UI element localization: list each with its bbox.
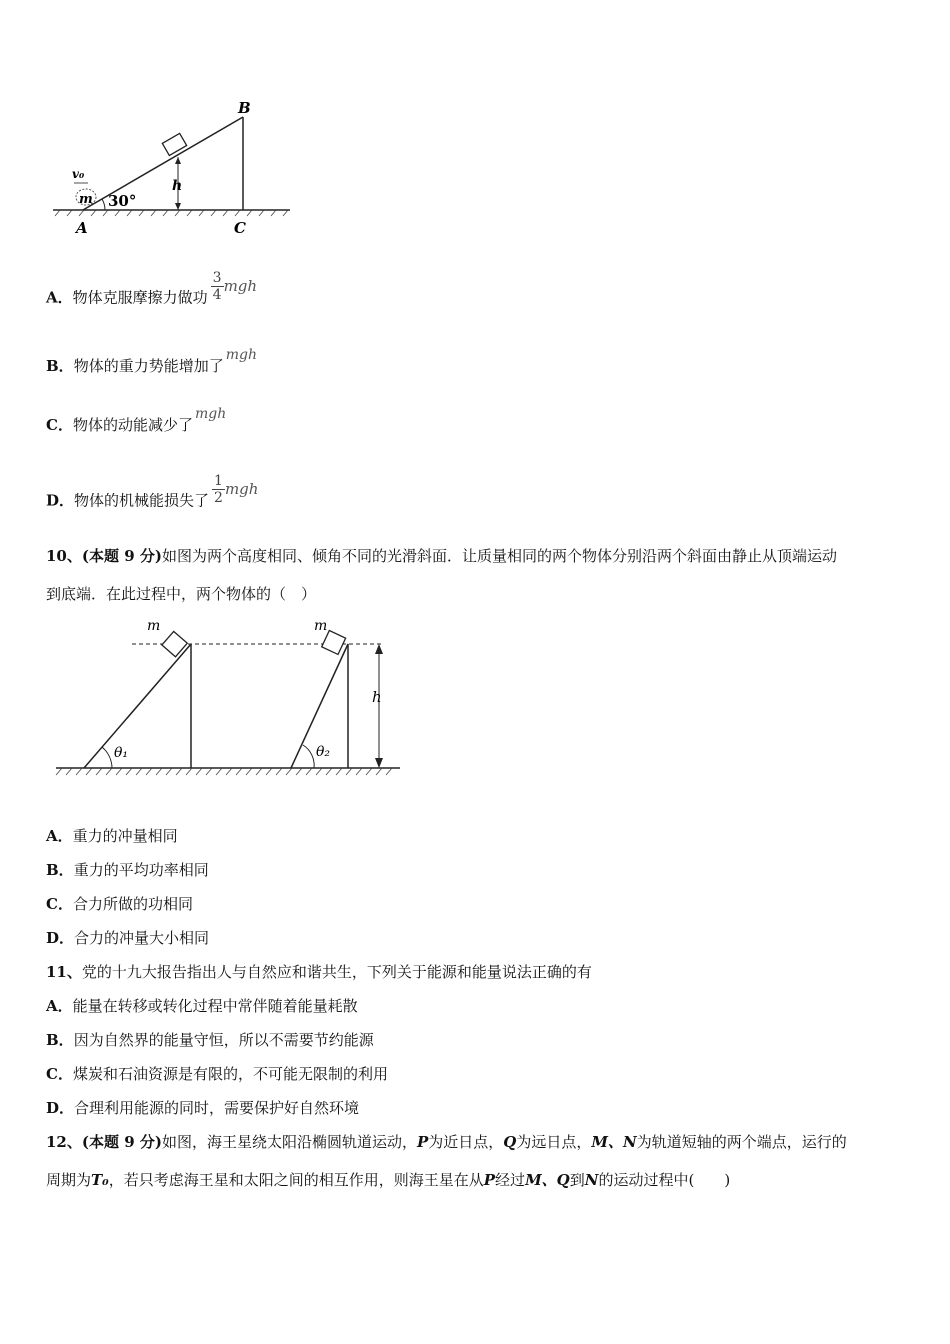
option-letter: D． [46,1099,75,1117]
option-text: 物体的动能减少了 [72,416,193,434]
q11-option-d [46,1098,359,1118]
option-text: 物体的机械能损失了 [74,491,210,510]
question-text: 如图，海王星绕太阳沿椭圆轨道运动， [161,1133,417,1151]
q10-option-b [46,860,209,880]
var-q: Q [503,1133,517,1151]
q10-stem-line1 [46,546,837,566]
label-theta1: θ₁ [114,745,129,761]
option-text: 合理利用能源的同时，需要保护好自然环境 [74,1099,360,1117]
question-text: 到底端．在此过程中，两个物体的（ ） [46,585,317,603]
option-text: 合力所做的功相同 [72,895,193,913]
incline-surface [83,117,243,210]
q12-stem-line2 [46,1170,730,1190]
q9-option-d [46,473,259,518]
q10-option-a [46,826,178,846]
label-h: h [372,688,382,706]
option-text: 物体克服摩擦力做功 [72,288,208,307]
angle-arc-1 [102,747,112,768]
label-A: A [76,219,88,237]
angle-arc [102,199,105,210]
var-mn: M、N [591,1133,637,1151]
fraction-numerator: 3 [212,270,222,286]
expr-mgh: mgh [224,479,259,498]
option-letter: C． [46,1065,73,1083]
question-text: 如图为两个高度相同、倾角不同的光滑斜面．让质量相同的两个物体分别沿两个斜面由静止从顶端运动 [161,547,837,565]
two-inclines-figure [52,614,404,784]
block-2 [322,631,346,655]
option-text: 重力的平均功率相同 [73,861,209,879]
label-m: m [79,192,93,207]
expr-mgh: mgh [194,406,227,422]
question-number: 12、(本题 9 分) [46,1133,162,1151]
question-text: 党的十九大报告指出人与自然应和谐共生，下列关于能源和能量说法正确的有 [81,963,592,981]
question-text: 的运动过程中( ) [598,1171,731,1189]
var-mq: M、Q [525,1171,570,1189]
label-angle: 30° [108,192,137,210]
question-text: 经过 [495,1171,526,1189]
option-letter: C． [46,895,73,913]
q10-stem-line2 [46,584,316,604]
h-arrow-up [175,157,181,164]
label-theta2: θ₂ [316,744,331,760]
option-letter: B． [46,1031,74,1049]
label-B: B [238,99,251,117]
option-letter: A． [46,827,73,845]
option-letter: B． [46,861,74,879]
label-m2: m [314,618,328,634]
q11-option-c [46,1064,388,1084]
option-text: 煤炭和石油资源是有限的，不可能无限制的利用 [72,1065,388,1083]
angle-arc-2 [303,745,314,768]
q9-option-c [46,406,227,436]
fraction-denominator: 2 [214,490,223,506]
fraction-denominator: 4 [212,287,222,303]
var-p: P [483,1171,496,1189]
q10-option-c [46,894,193,914]
q9-option-b [46,347,257,377]
option-letter: A． [46,288,73,307]
option-letter: C． [46,416,73,434]
question-text: 到 [569,1171,585,1189]
question-text: 为远日点， [516,1133,592,1151]
question-number: 11、 [46,963,82,981]
option-text: 物体的重力势能增加了 [73,357,224,375]
label-C: C [234,219,246,237]
question-text: ，若只考虑海王星和太阳之间的相互作用，则海王星在从 [108,1171,484,1189]
var-n: N [584,1171,599,1189]
q10-option-d [46,928,209,948]
question-number: 10、(本题 9 分) [46,547,162,565]
label-m1: m [147,618,161,634]
var-t0: T₀ [91,1171,109,1189]
question-text: 为轨道短轴的两个端点，运行的 [636,1133,847,1151]
q11-option-b [46,1030,374,1050]
option-text: 能量在转移或转化过程中常伴随着能量耗散 [72,997,358,1015]
q11-option-a [46,996,358,1016]
option-letter: D． [46,491,75,510]
question-text: 周期为 [46,1171,92,1189]
var-p: P [416,1133,429,1151]
h-arrow-down [375,758,383,768]
expr-mgh: mgh [225,347,257,363]
option-text: 合力的冲量大小相同 [74,929,210,947]
ground-hatch [56,768,392,775]
q11-stem [46,962,592,982]
option-text: 因为自然界的能量守恒，所以不需要节约能源 [73,1031,374,1049]
label-h: h [172,178,183,194]
ground-hatch [55,210,288,216]
fraction [212,473,225,506]
fraction [211,270,224,303]
expr-mgh: mgh [223,276,258,295]
fraction-numerator: 1 [214,473,223,489]
question-text: 为近日点， [428,1133,504,1151]
h-arrow-down [175,203,181,210]
option-letter: A． [46,997,73,1015]
label-v0: v₀ [72,167,85,181]
incline-1 [84,644,191,768]
option-text: 重力的冲量相同 [72,827,178,845]
h-arrow-up [375,644,383,654]
incline-figure [50,95,295,240]
option-letter: D． [46,929,75,947]
q12-stem-line1 [46,1132,847,1152]
q9-option-a [46,270,258,315]
option-letter: B． [46,357,74,375]
